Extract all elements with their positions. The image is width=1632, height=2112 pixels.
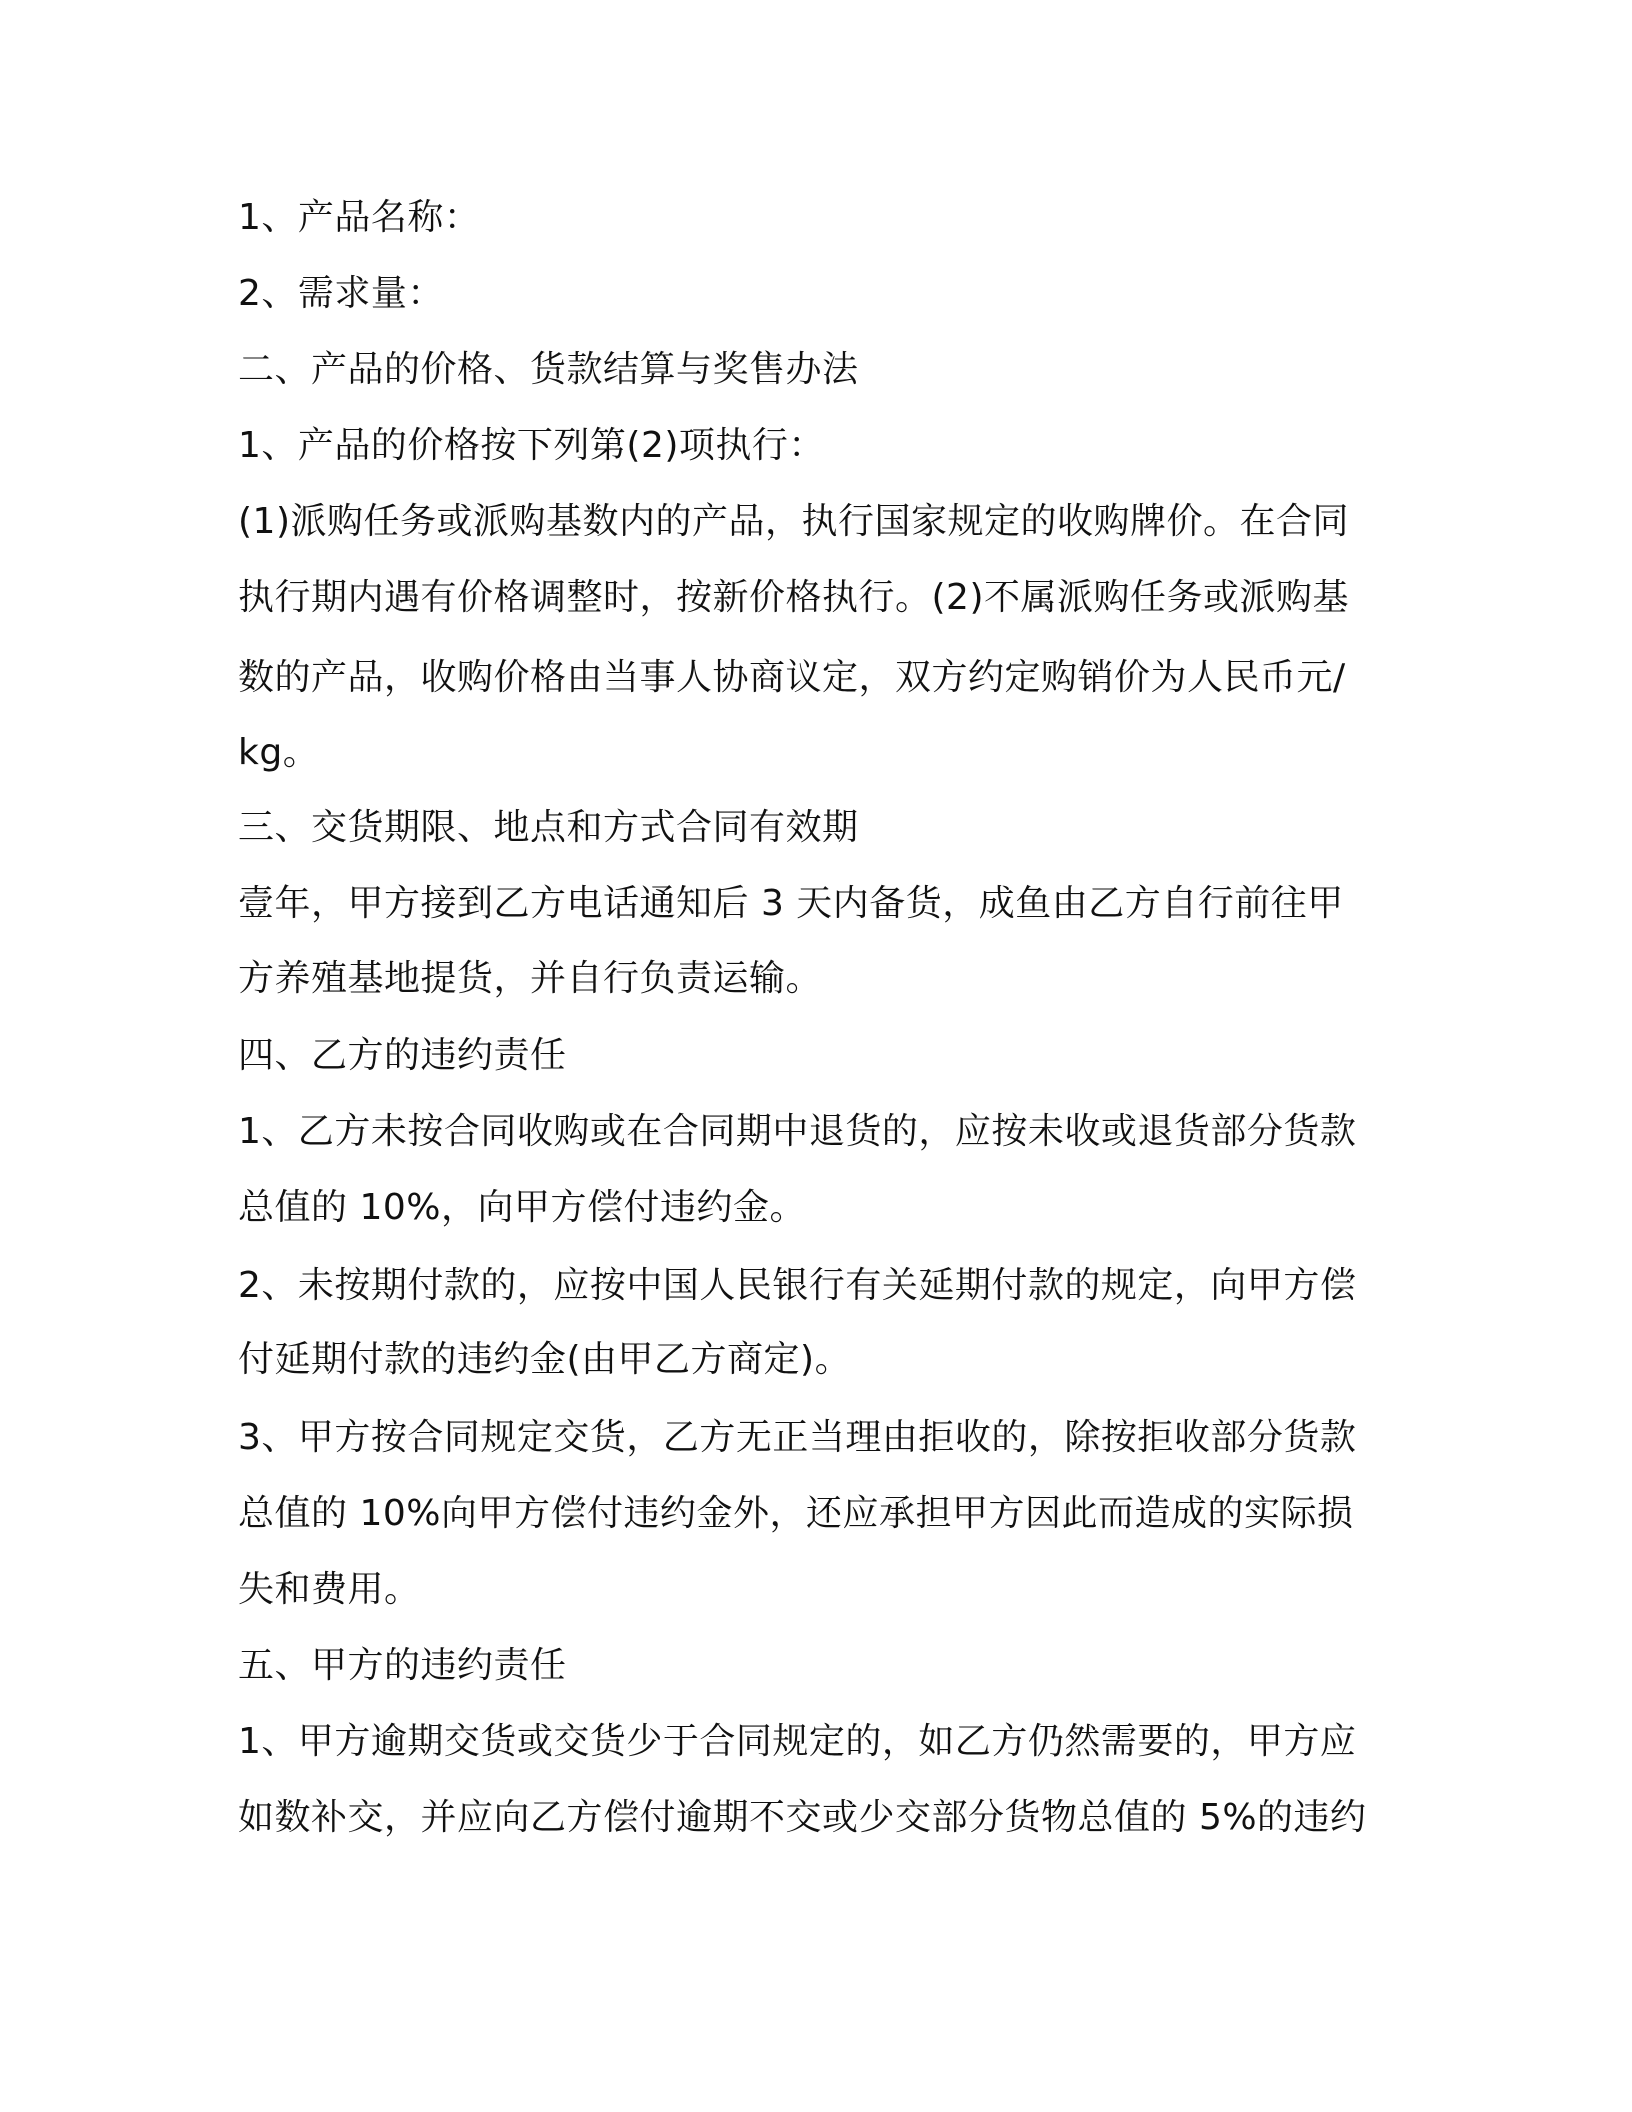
document-line: 2、未按期付款的，应按中国人民银行有关延期付款的规定，向甲方偿 xyxy=(238,1265,1357,1306)
section-heading: 五、甲方的违约责任 xyxy=(238,1645,567,1686)
document-line: 3、甲方按合同规定交货，乙方无正当理由拒收的，除按拒收部分货款 xyxy=(238,1417,1357,1458)
document-line: 总值的 10%，向甲方偿付违约金。 xyxy=(238,1187,806,1228)
section-heading: 三、交货期限、地点和方式合同有效期 xyxy=(238,807,859,848)
section-heading: 二、产品的价格、货款结算与奖售办法 xyxy=(238,349,859,390)
document-line: 执行期内遇有价格调整时，按新价格执行。(2)不属派购任务或派购基 xyxy=(238,577,1349,618)
document-line: 1、甲方逾期交货或交货少于合同规定的，如乙方仍然需要的，甲方应 xyxy=(238,1721,1357,1762)
document-line: 数的产品，收购价格由当事人协商议定，双方约定购销价为人民币元/ xyxy=(238,657,1346,698)
section-heading: 四、乙方的违约责任 xyxy=(238,1035,567,1076)
document-line: 1、产品的价格按下列第(2)项执行： xyxy=(238,425,825,466)
document-line: 如数补交，并应向乙方偿付逾期不交或少交部分货物总值的 5%的违约 xyxy=(238,1797,1367,1838)
document-line: 方养殖基地提货，并自行负责运输。 xyxy=(238,958,823,999)
document-line: (1)派购任务或派购基数内的产品，执行国家规定的收购牌价。在合同 xyxy=(238,501,1349,542)
document-line: 1、产品名称： xyxy=(238,197,481,238)
document-line: 总值的 10%向甲方偿付违约金外，还应承担甲方因此而造成的实际损 xyxy=(238,1493,1354,1534)
document-line: 失和费用。 xyxy=(238,1569,421,1610)
document-line: 1、乙方未按合同收购或在合同期中退货的，应按未收或退货部分货款 xyxy=(238,1111,1357,1152)
document-line: 付延期付款的违约金(由甲乙方商定)。 xyxy=(238,1339,852,1380)
document-line: 壹年，甲方接到乙方电话通知后 3 天内备货，成鱼由乙方自行前往甲 xyxy=(238,883,1344,924)
document-line: kg。 xyxy=(238,732,320,773)
document-line: 2、需求量： xyxy=(238,273,444,314)
